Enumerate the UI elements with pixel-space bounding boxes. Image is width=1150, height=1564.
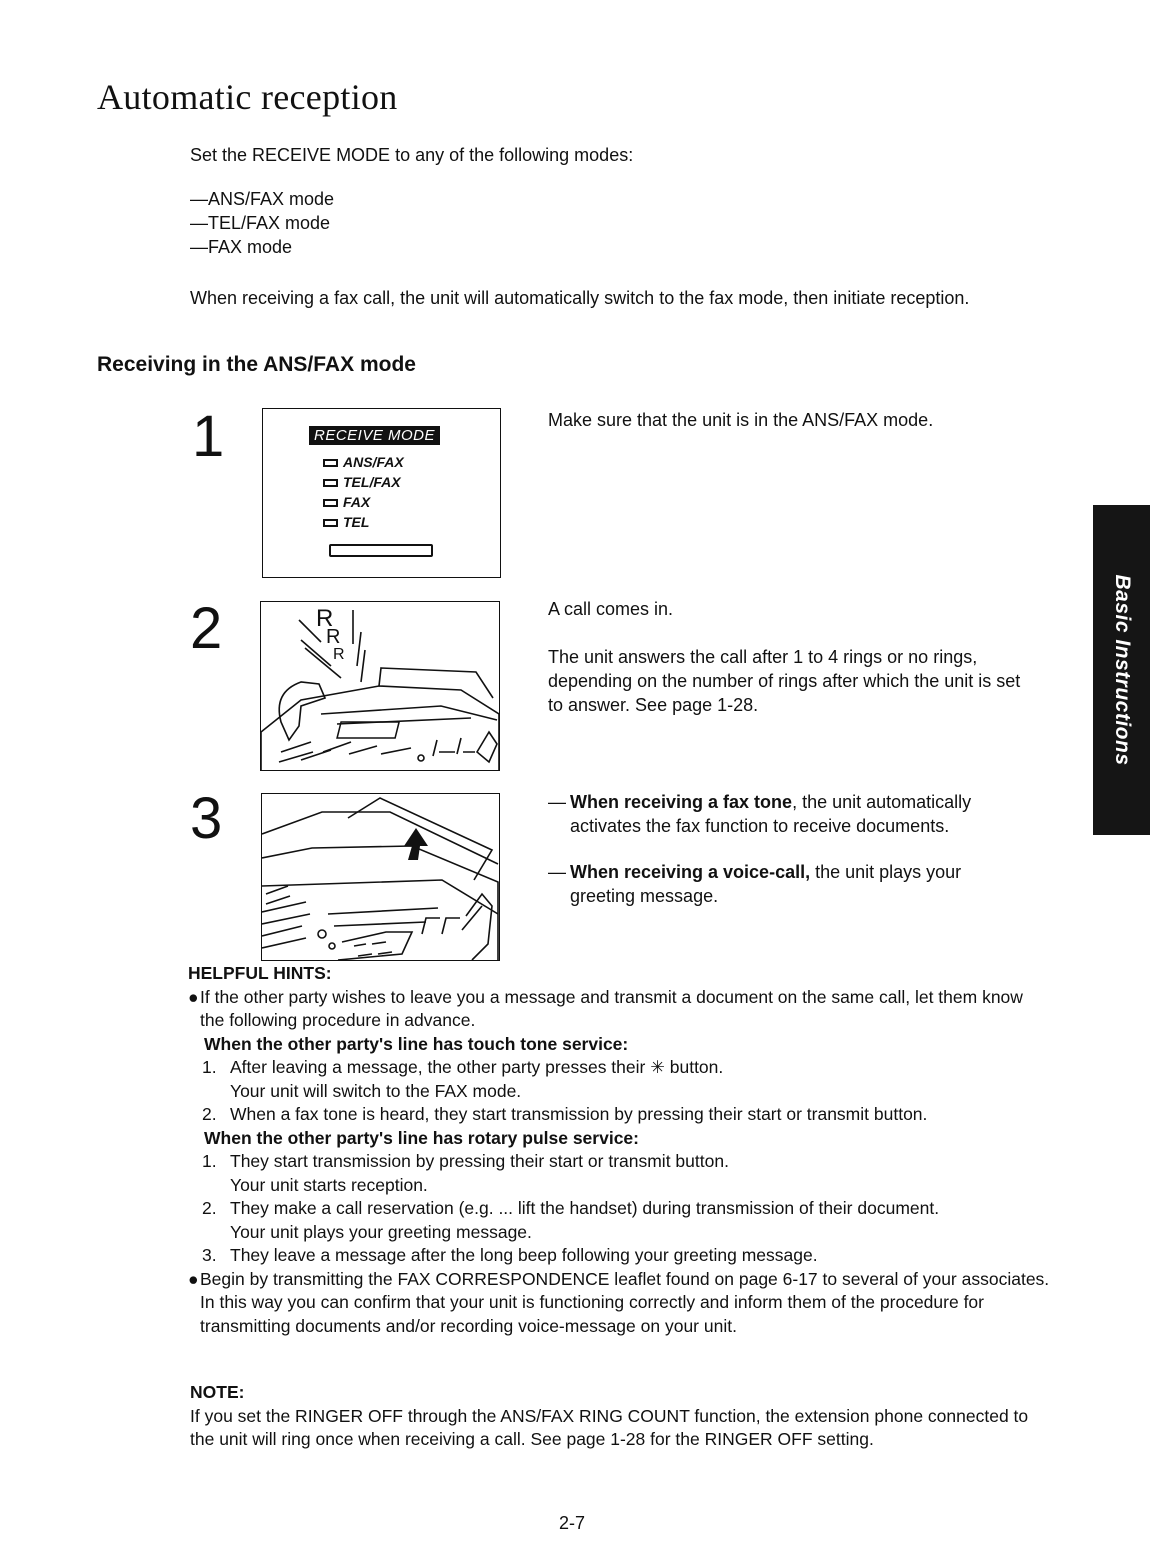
hint-bullet-2: ● Begin by transmitting the FAX CORRESPONDENCE leaflet found on page 6-17 to several of your associates. In this way you can confirm that your unit is functioning correctly and inform them of the procedure for transmitting documents and/or recording voice-message on your unit. (188, 1268, 1050, 1339)
fax-machine-ringing-icon (261, 602, 500, 771)
step-number-2: 2 (190, 596, 223, 661)
checkbox-icon (323, 499, 338, 507)
intro-text-2: When receiving a fax call, the unit will automatically switch to the fax mode, then initiate reception. (190, 288, 970, 308)
fax-machine-receiving-icon (262, 794, 500, 961)
step-2-text-1: A call comes in. (548, 599, 674, 619)
rotary-step: 2. They make a call reservation (e.g. ... lift the handset) during transmission of their document. (202, 1198, 940, 1218)
rotary-step-sub: Your unit starts reception. (230, 1174, 428, 1195)
ring-letter: R (326, 626, 341, 648)
mode-list-item: —TEL/FAX mode (190, 213, 331, 233)
page-title: Automatic reception (97, 77, 398, 117)
rotary-step: 3. They leave a message after the long beep following your greeting message. (202, 1245, 818, 1265)
ring-letter: R (316, 605, 334, 632)
step-number-1: 1 (192, 404, 225, 469)
mode-list-item: —ANS/FAX mode (190, 189, 335, 209)
step-3-item-1-rest: , the unit automatically activates the fax function to receive documents. (570, 792, 972, 836)
note-section (190, 1381, 1050, 1452)
dash-mark: — (548, 792, 566, 812)
helpful-hints (190, 962, 1050, 1338)
mode-list (190, 187, 334, 259)
checkbox-icon (323, 459, 338, 467)
ring-letter: R (333, 646, 345, 663)
receive-mode-header: RECEIVE MODE (309, 426, 440, 445)
page-number: 2-7 (559, 1513, 586, 1533)
touch-step-sub: Your unit will switch to the FAX mode. (230, 1080, 522, 1101)
hints-heading: HELPFUL HINTS: (188, 963, 332, 983)
touch-step: 2. When a fax tone is heard, they start transmission by pressing their start or transmit button. (202, 1104, 928, 1124)
step-3-item-1 (548, 790, 1018, 838)
bullet-icon: ● (188, 986, 199, 1007)
step-3-item-2-bold: When receiving a voice-call, (570, 862, 811, 882)
rotary-pulse-heading: When the other party's line has rotary pulse service: (204, 1127, 639, 1148)
option-ans-fax: ANS/FAX (323, 452, 404, 472)
section-title: Receiving in the ANS/FAX mode (97, 353, 416, 376)
touch-step: 1. After leaving a message, the other party presses their ✳ button. (202, 1057, 724, 1077)
hint-bullet-1: ● If the other party wishes to leave you a message and transmit a document on the same call, let them know the following procedure in advance. (188, 986, 1050, 1033)
step-1-text: Make sure that the unit is in the ANS/FAX mode. (548, 410, 934, 430)
step-3-item-1-bold: When receiving a fax tone (570, 792, 793, 812)
fax-ringing-illustration (260, 601, 500, 771)
fax-receiving-illustration (261, 793, 500, 961)
note-text: If you set the RINGER OFF through the ANS/FAX RING COUNT function, the extension phone connected to the unit will ring once when receiving a call. See page 1-28 for the RINGER OFF setting. (190, 1405, 1029, 1449)
step-3-item-2-rest: the unit plays your greeting message. (570, 862, 962, 906)
bullet-icon: ● (188, 1268, 199, 1289)
intro-text: Set the RECEIVE MODE to any of the following modes: (190, 145, 634, 165)
touch-tone-heading: When the other party's line has touch tone service: (204, 1033, 629, 1054)
mode-button-icon (329, 544, 433, 557)
option-tel-fax: TEL/FAX (323, 472, 404, 492)
section-side-tab (1093, 505, 1150, 835)
mode-list-item: —FAX mode (190, 237, 293, 257)
rotary-step-sub: Your unit plays your greeting message. (230, 1221, 532, 1242)
note-heading: NOTE: (190, 1382, 245, 1402)
option-fax: FAX (323, 492, 404, 512)
checkbox-icon (323, 519, 338, 527)
checkbox-icon (323, 479, 338, 487)
option-tel: TEL (323, 512, 404, 532)
step-2-text-2: The unit answers the call after 1 to 4 rings or no rings, depending on the number of rings after which the unit is set to answer. See page 1-28. (548, 647, 1021, 715)
step-number-3: 3 (190, 786, 223, 851)
step-3-item-2 (548, 860, 1018, 908)
dash-mark: — (548, 862, 566, 882)
receive-mode-options (323, 452, 404, 532)
side-tab-label: Basic Instructions (1110, 574, 1134, 766)
rotary-step: 1. They start transmission by pressing their start or transmit button. (202, 1151, 729, 1171)
receive-mode-panel-illustration (262, 408, 501, 578)
